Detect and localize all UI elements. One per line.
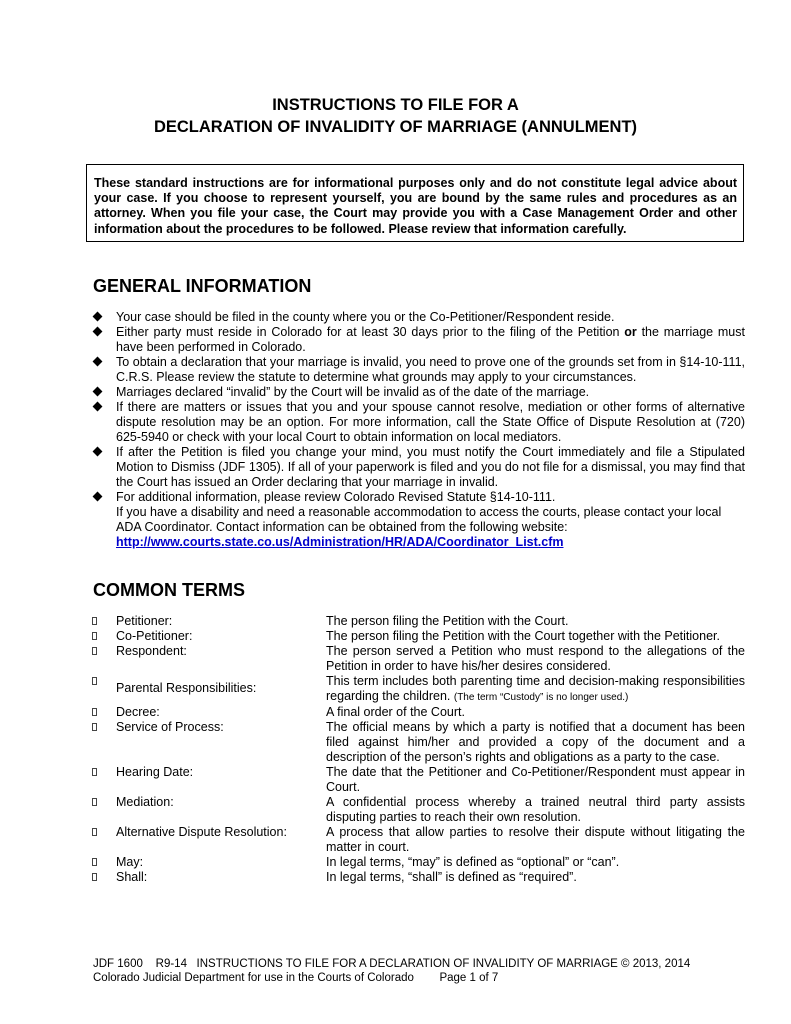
- term-name: Respondent:: [116, 644, 187, 658]
- term-bullet-icon: [92, 768, 97, 776]
- term-definition-text: This term includes both parenting time and decision-making responsibilities regarding the children.: [326, 674, 745, 703]
- term-bullet-icon: [92, 858, 97, 866]
- list-item-text: Your case should be filed in the county where you or the Co-Petitioner/Respondent reside.: [116, 310, 615, 324]
- title-line-2: DECLARATION OF INVALIDITY OF MARRIAGE (ANNULMENT): [153, 118, 638, 136]
- term-name: Co-Petitioner:: [116, 629, 193, 643]
- term-definition: The official means by which a party is notified that a document has been filed against him/her and provided a copy of the document and a description of the person’s rights and obligations as a party to the case.: [326, 720, 745, 764]
- term-name: Service of Process:: [116, 720, 224, 734]
- page-footer: [93, 957, 690, 985]
- common-terms-heading: COMMON TERMS: [93, 580, 245, 600]
- common-terms-list: [93, 614, 745, 885]
- term-definition: A confidential process whereby a trained neutral third party assists disputing parties to reach their own resolution.: [326, 795, 745, 824]
- diamond-bullet-icon: [93, 327, 103, 337]
- title-line-1: INSTRUCTIONS TO FILE FOR A: [272, 96, 519, 114]
- term-row: [93, 795, 745, 825]
- term-name: Decree:: [116, 705, 160, 719]
- list-item-text: Marriages declared “invalid” by the Court will be invalid as of the date of the marriage.: [116, 385, 590, 399]
- term-row: [93, 720, 745, 765]
- diamond-bullet-icon: [93, 492, 103, 502]
- term-name: Shall:: [116, 870, 148, 884]
- term-name: May:: [116, 855, 144, 869]
- term-row: [93, 614, 745, 629]
- term-name: Mediation:: [116, 795, 174, 809]
- list-item: [93, 445, 745, 490]
- term-definition: The person filing the Petition with the Court together with the Petitioner.: [326, 629, 720, 643]
- diamond-bullet-icon: [93, 387, 103, 397]
- custody-note: (The term “Custody” is no longer used.): [453, 692, 629, 703]
- term-row: [93, 855, 745, 870]
- term-row: [93, 644, 745, 674]
- diamond-bullet-icon: [93, 402, 103, 412]
- disclaimer-text: These standard instructions are for informational purposes only and do not constitute legal advice about your case. If you choose to represent yourself, you are bound by the same rules and procedures as an attorney. When you file your case, the Court may provide you with a Case Management Order and other information about the procedures to be followed. Please review that information carefully.: [94, 176, 737, 236]
- list-item-text-continued: the marriage must have been performed in Colorado.: [116, 325, 745, 354]
- footer-line-1: JDF 1600 R9-14 INSTRUCTIONS TO FILE FOR A DECLARATION OF INVALIDITY OF MARRIAGE © 2013, 2014: [93, 958, 691, 970]
- term-name: Petitioner:: [116, 614, 173, 628]
- footer-line-2: Colorado Judicial Department for use in the Courts of Colorado Page 1 of 7: [93, 972, 499, 984]
- term-row: [93, 629, 745, 644]
- emphasis-text: or: [624, 325, 637, 339]
- list-item: [93, 400, 745, 445]
- term-bullet-icon: [92, 677, 97, 685]
- general-information-heading: GENERAL INFORMATION: [93, 276, 312, 296]
- term-row: [93, 674, 745, 705]
- term-bullet-icon: [92, 647, 97, 655]
- term-row: [93, 765, 745, 795]
- term-name: Hearing Date:: [116, 765, 194, 779]
- term-definition: The date that the Petitioner and Co-Petitioner/Respondent must appear in Court.: [326, 765, 745, 794]
- term-definition: In legal terms, “shall” is defined as “required”.: [326, 870, 577, 884]
- term-bullet-icon: [92, 708, 97, 716]
- term-definition: In legal terms, “may” is defined as “optional” or “can”.: [326, 855, 620, 869]
- term-row: [93, 870, 745, 885]
- term-name: Alternative Dispute Resolution:: [116, 825, 287, 839]
- term-bullet-icon: [92, 617, 97, 625]
- disclaimer-box: [86, 164, 744, 242]
- term-definition: A process that allow parties to resolve their dispute without litigating the matter in court.: [326, 825, 745, 854]
- term-row: [93, 705, 745, 720]
- list-item: [93, 325, 745, 355]
- general-information-list: [93, 310, 745, 505]
- diamond-bullet-icon: [93, 312, 103, 322]
- ada-information: [116, 505, 746, 550]
- term-definition: [326, 674, 745, 705]
- term-bullet-icon: [92, 873, 97, 881]
- term-row: [93, 825, 745, 855]
- term-bullet-icon: [92, 632, 97, 640]
- list-item: [93, 355, 745, 385]
- diamond-bullet-icon: [93, 447, 103, 457]
- term-definition: A final order of the Court.: [326, 705, 465, 719]
- list-item-text: To obtain a declaration that your marriage is invalid, you need to prove one of the grounds set from in §14-10-111, C.R.S. Please review the statute to determine what grounds may apply to your circumstances.: [116, 355, 745, 384]
- list-item: [93, 310, 745, 325]
- ada-text: If you have a disability and need a reasonable accommodation to access the courts, please contact your local ADA Coordinator. Contact information can be obtained from the following website:: [116, 505, 722, 534]
- list-item-text: If after the Petition is filed you change your mind, you must notify the Court immediately and file a Stipulated Motion to Dismiss (JDF 1305). If all of your paperwork is filed and you do not file for a dismissal, you may find that the Court has issued an Order declaring that your marriage in invalid.: [116, 445, 745, 489]
- term-bullet-icon: [92, 723, 97, 731]
- page-title: [0, 94, 791, 138]
- term-bullet-icon: [92, 828, 97, 836]
- list-item-text: If there are matters or issues that you and your spouse cannot resolve, mediation or other forms of alternative dispute resolution may be an option. For more information, call the State Office of Dispute Resolution at (720) 625-5940 or check with your local Court to obtain information on local mediators.: [116, 400, 745, 444]
- list-item: [93, 490, 745, 505]
- ada-coordinator-link[interactable]: http://www.courts.state.co.us/Administration/HR/ADA/Coordinator_List.cfm: [116, 535, 564, 549]
- diamond-bullet-icon: [93, 357, 103, 367]
- list-item: [93, 385, 745, 400]
- term-definition: The person served a Petition who must respond to the allegations of the Petition in order to have his/her desires considered.: [326, 644, 745, 673]
- term-definition: The person filing the Petition with the Court.: [326, 614, 569, 628]
- list-item-text: Either party must reside in Colorado for at least 30 days prior to the filing of the Petition: [116, 325, 625, 339]
- term-bullet-icon: [92, 798, 97, 806]
- term-name: Parental Responsibilities:: [116, 681, 257, 695]
- list-item-text: For additional information, please review Colorado Revised Statute §14-10-111.: [116, 490, 556, 504]
